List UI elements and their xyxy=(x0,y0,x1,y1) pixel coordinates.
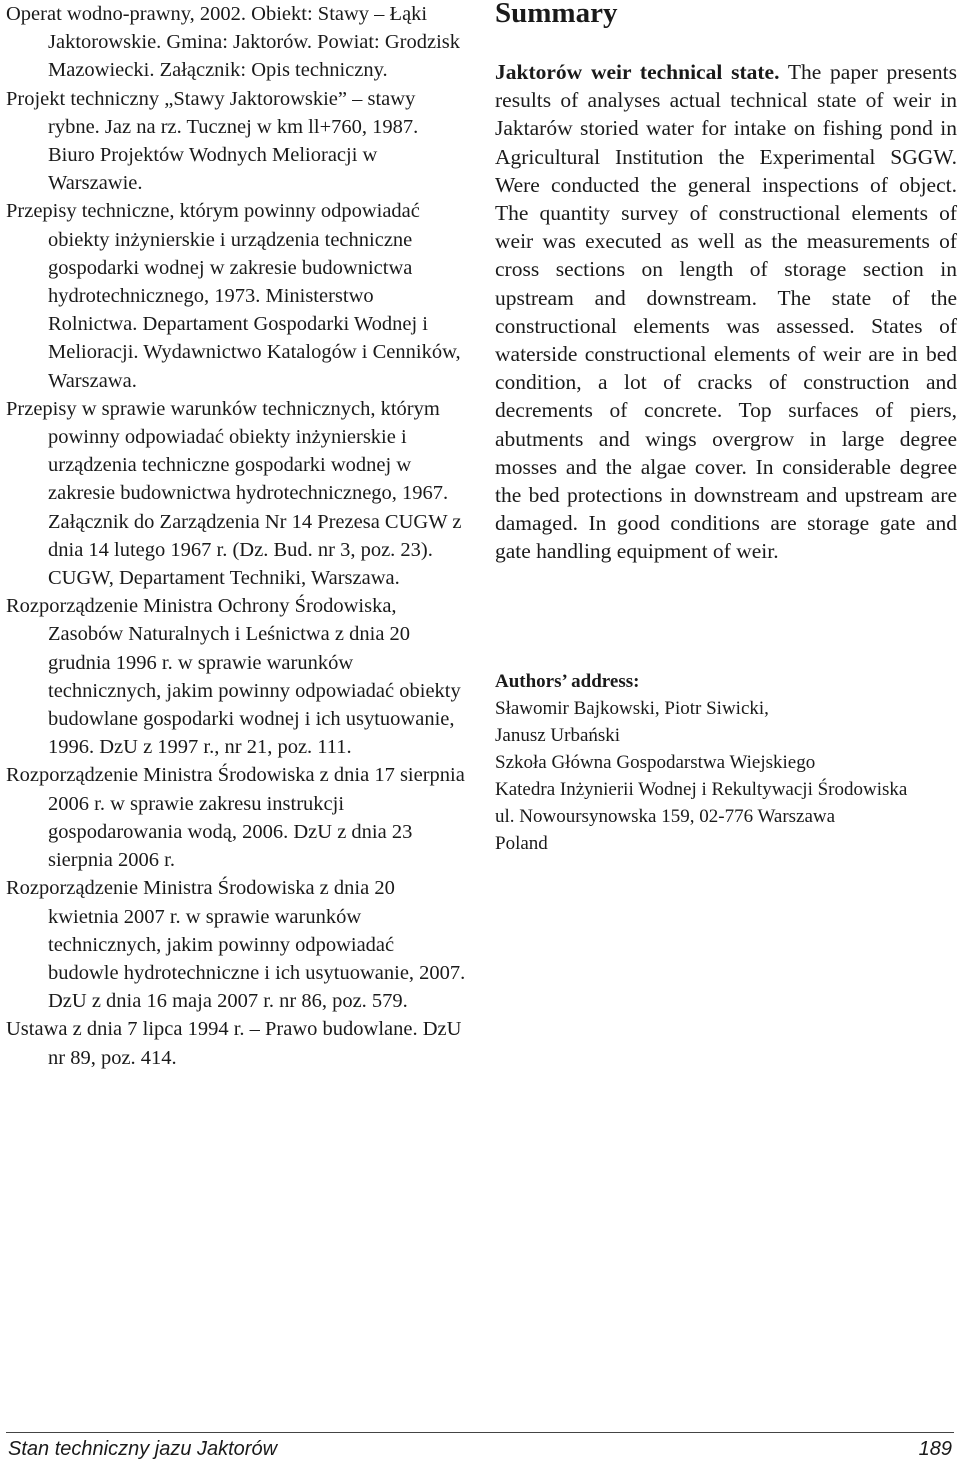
author-address-line: Janusz Urbański xyxy=(495,725,621,746)
reference-item: Operat wodno-prawny, 2002. Obiekt: Stawy – Łąki Jaktorowskie. Gmina: Jaktorów. Powiat: Grodzisk Mazowiecki. Załącznik: Opis techniczny. xyxy=(6,3,461,82)
author-address-line: Poland xyxy=(495,833,548,854)
reference-item: Rozporządzenie Ministra Środowiska z dnia 17 sierpnia 2006 r. w sprawie zakresu instrukcji gospodarowania wodą, 2006. DzU z dnia 23 sierpnia 2006 r. xyxy=(6,764,465,872)
reference-item: Rozporządzenie Ministra Środowiska z dnia 20 kwietnia 2007 r. w sprawie warunków technicznych, jakim powinny odpowiadać budowle hydrotechniczne i ich usytuowanie, 2007. DzU z dnia 16 maja 2007 r. nr 86, poz. 579. xyxy=(6,877,466,1013)
reference-item: Ustawa z dnia 7 lipca 1994 r. – Prawo budowlane. DzU nr 89, poz. 414. xyxy=(6,1018,462,1069)
page-number: 189 xyxy=(918,1438,952,1460)
authors-address xyxy=(495,668,957,857)
reference-item: Rozporządzenie Ministra Ochrony Środowiska, Zasobów Naturalnych i Leśnictwa z dnia 20 grudnia 1996 r. w sprawie warunków technicznych, jakim powinny odpowiadać obiekty budowlane gospodarki wodnej i ich usytuowanie, 1996. DzU z 1997 r., nr 21, poz. 111. xyxy=(6,595,461,759)
author-address-line: Szkoła Główna Gospodarstwa Wiejskiego xyxy=(495,752,816,773)
summary-abstract xyxy=(495,58,957,566)
running-title: Stan techniczny jazu Jaktorów xyxy=(8,1438,278,1460)
summary-body: The paper presents results of analyses actual technical state of weir in Jaktarów storied water for intake on fishing pond in Agricultural Institution the Experimental SGGW. Were conducted the general inspections of object. The quantity survey of constructional elements of weir was executed as well as the measurements of cross sections on length of storage section in upstream and downstream. The state of the constructional elements was assessed. States of waterside constructional elements of weir are in bed condition, a lot of cracks of construction and decrements of concrete. Top surfaces of piers, abutments and wings overgrow in large degree mosses and the algae cover. In considerable degree the bed protections in downstream and upstream are damaged. In good conditions are storage gate and gate handling equipment of weir. xyxy=(495,60,957,564)
authors-address-heading: Authors’ address: xyxy=(495,671,640,692)
author-address-line: ul. Nowoursynowska 159, 02-776 Warszawa xyxy=(495,806,836,827)
summary-title: Jaktorów weir technical state. xyxy=(495,60,780,84)
reference-item: Przepisy techniczne, którym powinny odpowiadać obiekty inżynierskie i urządzenia techniczne gospodarki wodnej w zakresie budownictwa hydrotechnicznego, 1973. Ministerstwo Rolnictwa. Departament Gospodarki Wodnej i Melioracji. Wydawnictwo Katalogów i Cenników, Warszawa. xyxy=(6,200,461,392)
references-column xyxy=(6,0,466,1072)
summary-heading: Summary xyxy=(495,0,618,29)
footer-rule xyxy=(6,1432,954,1433)
reference-item: Projekt techniczny „Stawy Jaktorowskie” – stawy rybne. Jaz na rz. Tucznej w km ll+760, 1987. Biuro Projektów Wodnych Melioracji w Warszawie. xyxy=(6,87,419,195)
author-address-line: Katedra Inżynierii Wodnej i Rekultywacji Środowiska xyxy=(495,779,908,800)
author-address-line: Sławomir Bajkowski, Piotr Siwicki, xyxy=(495,698,769,719)
reference-item: Przepisy w sprawie warunków technicznych, którym powinny odpowiadać obiekty inżynierskie i urządzenia techniczne gospodarki wodnej w zakresie budownictwa hydrotechnicznego, 1967. Załącznik do Zarządzenia Nr 14 Prezesa CUGW z dnia 14 lutego 1967 r. (Dz. Bud. nr 3, poz. 23). CUGW, Departament Techniki, Warszawa. xyxy=(6,397,462,590)
